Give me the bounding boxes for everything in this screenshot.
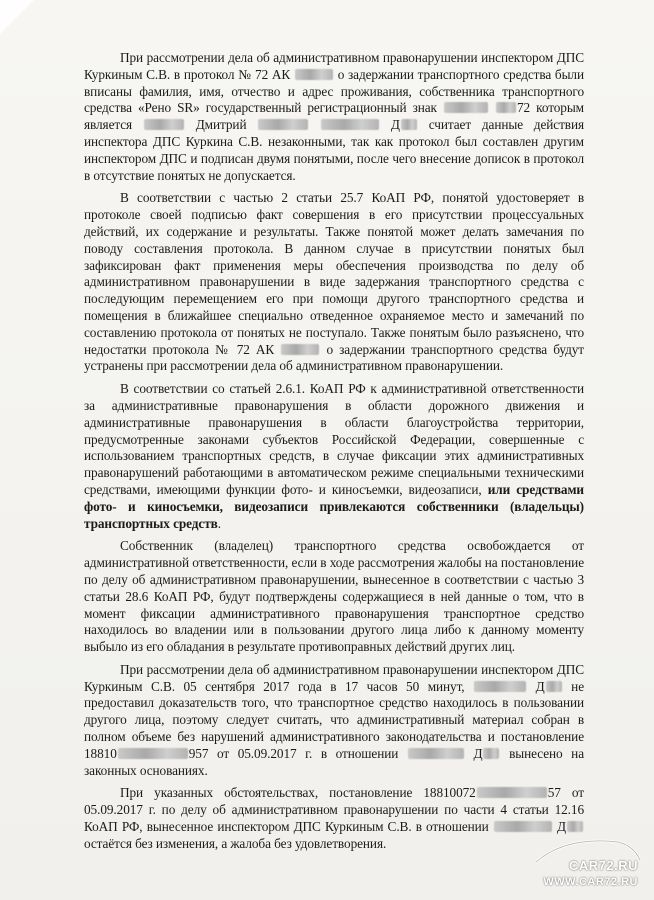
redacted-text-block — [477, 787, 547, 798]
paragraph-6 — [84, 785, 584, 852]
paragraph-text — [309, 117, 320, 132]
redacted-text-block — [118, 748, 188, 759]
paragraph-text: В соответствии со статьей 2.6.1. КоАП РФ к административной ответственности за административные правонарушения в области дорожного движения и административные правонарушения в области благоустройства территории, предусмотренные законами субъектов Российской Федерации, совершенные с использованием транспортных средств, в случае фиксации этих административных правонарушений работающими в автоматическом режиме специальными техническими средствами, имеющими функции фото- и киносъемки, видеозаписи, — [84, 381, 584, 497]
redacted-text-block — [444, 102, 488, 113]
paragraph-text: При рассмотрении дела об административном правонарушении инспектором ДПС Куркиным С.В. 05 сентября 2017 года в 17 часов 50 минут, — [84, 661, 584, 694]
redacted-text-block — [474, 681, 526, 692]
watermark-name: CAR72.RU — [568, 858, 638, 873]
paragraph-text: При рассмотрении дела об административном правонарушении инспектором ДПС Куркиным С.В. в протокол № 72 АК — [84, 50, 584, 82]
paragraph-text: . — [217, 515, 221, 531]
redacted-text-block — [408, 748, 464, 759]
paragraph-text: Д — [552, 819, 566, 835]
redacted-text-block — [567, 821, 583, 832]
paragraph-text: В соответствии с частью 2 статьи 25.7 КоАП РФ, понятой удостоверяет в протоколе своей подписью факт совершения в его присутствии процессуальных действий, их содержание и результаты. Также понятой может делать замечания по поводу составления протокола. В данном случае в присутствии понятых был зафиксирован факт применения меры обеспечения производства по делу об административном правонарушении в виде задержания транспортного средства с последующим перемещением его при помощи другого транспортного средства и помещения в ближайшее специально отведенное охраняемое место и замечаний по составлению протокола от понятых не поступало. Также понятым было разъяснено, что недостатки протокола № 72 АК — [84, 190, 584, 357]
paragraph-text: 57 от 05.09.2017 г. по делу об административном правонарушении по части 4 статьи 12.16 КоАП РФ, вынесенное инспектором ДПС Куркиным С.В. в отношении — [84, 785, 584, 835]
paragraph-text: Дмитрий — [184, 117, 258, 133]
site-watermark — [526, 832, 644, 890]
paragraph-text: о задержании транспортного средства будут устранены при рассмотрении дела об административном правонарушении. — [84, 341, 585, 374]
paragraph-text: не предоставил доказательств того, что транспортное средство находилось в пользовании другого лица, поэтому следует считать, что административный материал собран в полном объеме без нарушений административного законодательства и постановление 18810 — [84, 678, 584, 761]
paragraph-4 — [84, 538, 584, 656]
redacted-text-block — [546, 681, 562, 692]
redacted-text-block — [496, 102, 516, 113]
redacted-text-block — [258, 119, 308, 130]
watermark-url: WWW.CAR72.RU — [543, 876, 638, 888]
paragraph-text: Д — [380, 117, 400, 133]
paragraph-text — [489, 100, 495, 115]
paragraph-text: считает данные действия инспектора ДПС Куркина С.В. незаконными, так как протокол был составлен другим инспектором ДПС и подписан двумя понятыми, после чего внесение дописок в протокол в отсутствие понятых не допускается. — [84, 117, 585, 183]
redacted-text-block — [401, 119, 417, 130]
paragraph-text: 957 от 05.09.2017 г. в отношении — [188, 745, 407, 761]
folded-corner — [0, 0, 34, 34]
redacted-text-block — [483, 748, 499, 759]
redacted-text-block — [321, 119, 379, 130]
paragraph-text: При указанных обстоятельствах, постановление 18810072 — [120, 785, 476, 801]
paragraph-text: 72 которым является — [84, 100, 584, 133]
bold-emphasis-text: или средствами фото- и киносъемки, видеозаписи привлекаются собственники (владельцы) транспортных средств — [84, 481, 584, 531]
paragraph-2 — [84, 190, 584, 375]
document-body — [84, 50, 584, 859]
paragraph-text: о задержании транспортного средства были вписаны фамилия, имя, отчество и адрес проживания, собственника транспортного средства «Рено SR» государственный регистрационный знак — [84, 66, 584, 116]
paragraph-text: вынесено на законных основаниях. — [84, 745, 584, 778]
paragraph-text: Собственник (владелец) транспортного средства освобождается от административной ответственности, если в ходе рассмотрения жалобы на постановление по делу об административном правонарушении, вынесенное в соответствии с частью 3 статьи 28.6 КоАП РФ, будут подтверждены содержащиеся в ней данные о том, что в момент фиксации административного правонарушения транспортное средство находилось во владении или в пользовании другого лица либо к данному моменту выбыло из его обладания в результате противоправных действий других лиц. — [84, 538, 584, 655]
redacted-text-block — [281, 344, 319, 355]
redacted-text-block — [295, 69, 333, 80]
paragraph-text: Д — [527, 678, 545, 694]
paragraph-1 — [84, 50, 584, 184]
redacted-text-block — [144, 119, 184, 130]
paragraph-5 — [84, 662, 584, 780]
paragraph-3 — [84, 381, 584, 532]
paragraph-text: остаётся без изменения, а жалоба без удовлетворения. — [84, 835, 387, 851]
redacted-text-block — [494, 821, 552, 832]
paragraph-text: Д — [464, 745, 483, 761]
